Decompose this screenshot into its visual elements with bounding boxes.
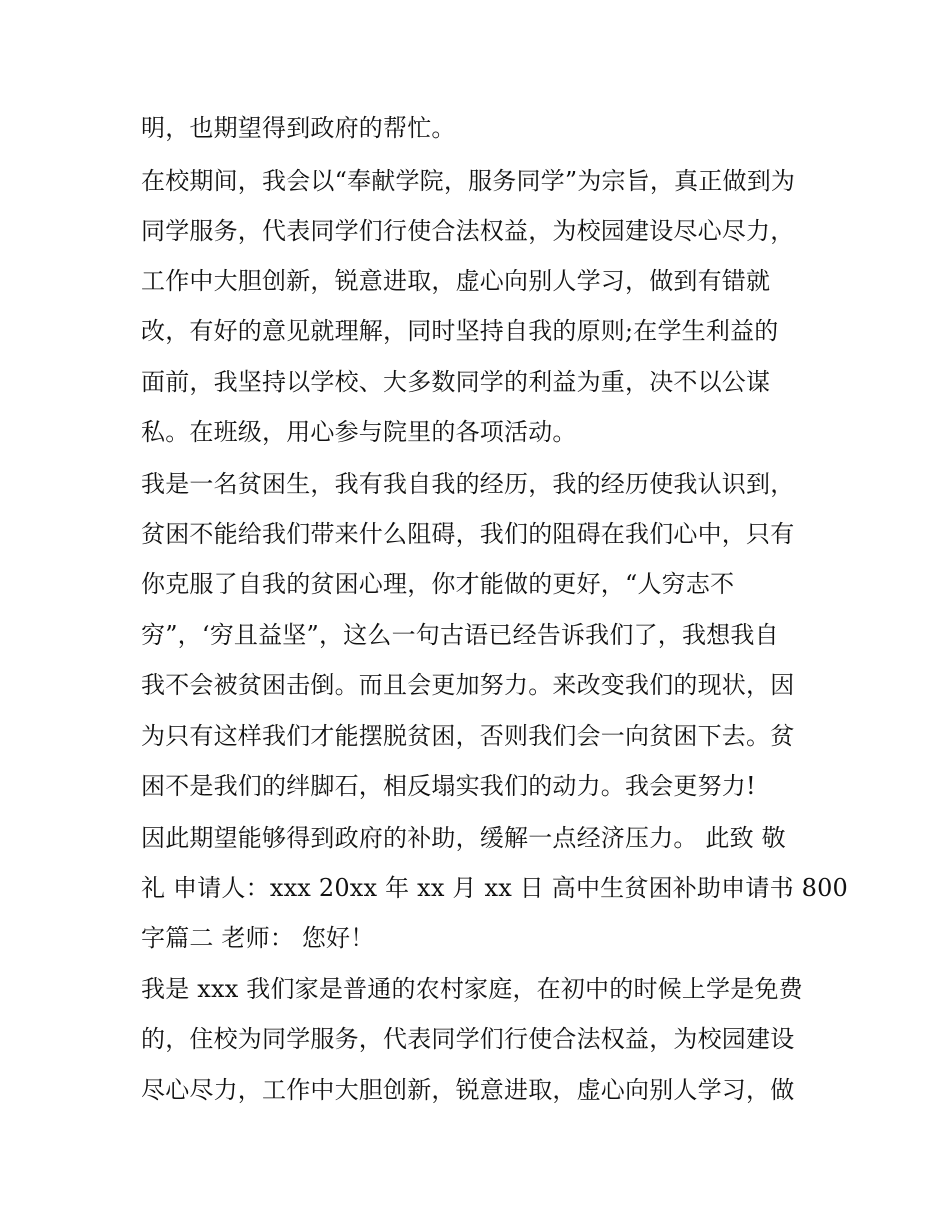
text-line: 在校期间，我会以“奉献学院，服务同学”为宗旨，真正做到为: [141, 167, 796, 195]
text-line: 同学服务，代表同学们行使合法权益，为校园建设尽心尽力，: [141, 217, 795, 245]
text-line: 的，住校为同学服务，代表同学们行使合法权益，为校园建设: [141, 1025, 795, 1053]
text-line: 我是 xxx 我们家是普通的农村家庭，在初中的时候上学是免费: [141, 975, 803, 1003]
text-line: 面前，我坚持以学校、大多数同学的利益为重，决不以公谋: [141, 368, 771, 396]
text-line: 尽心尽力，工作中大胆创新，锐意进取，虚心向别人学习，做: [141, 1076, 795, 1104]
text-line: 穷”，‘穷且益坚”，这么一句古语已经告诉我们了，我想我自: [141, 621, 779, 649]
text-line: 私。在班级，用心参与院里的各项活动。: [141, 418, 577, 446]
text-line: 我不会被贫困击倒。而且会更加努力。来改变我们的现状，因: [141, 671, 795, 699]
text-line: 字篇二 老师： 您好！: [141, 924, 375, 952]
text-line: 困不是我们的绊脚石，相反塌实我们的动力。我会更努力!: [141, 772, 756, 800]
text-line: 改，有好的意见就理解，同时坚持自我的原则;在学生利益的: [141, 317, 779, 345]
text-line: 明，也期望得到政府的帮忙。: [141, 114, 456, 142]
text-line: 你克服了自我的贫困心理，你才能做的更好，“人穷志不: [141, 570, 735, 598]
text-line: 因此期望能够得到政府的补助，缓解一点经济压力。 此致 敬: [141, 824, 786, 852]
text-line: 我是一名贫困生，我有我自我的经历，我的经历使我认识到，: [141, 470, 795, 498]
text-line: 礼 申请人：xxx 20xx 年 xx 月 xx 日 高中生贫困补助申请书 800: [141, 874, 849, 902]
text-line: 工作中大胆创新，锐意进取，虚心向别人学习，做到有错就: [141, 267, 771, 295]
text-line: 贫困不能给我们带来什么阻碍，我们的阻碍在我们心中，只有: [141, 520, 795, 548]
text-line: 为只有这样我们才能摆脱贫困，否则我们会一向贫困下去。贫: [141, 722, 795, 750]
